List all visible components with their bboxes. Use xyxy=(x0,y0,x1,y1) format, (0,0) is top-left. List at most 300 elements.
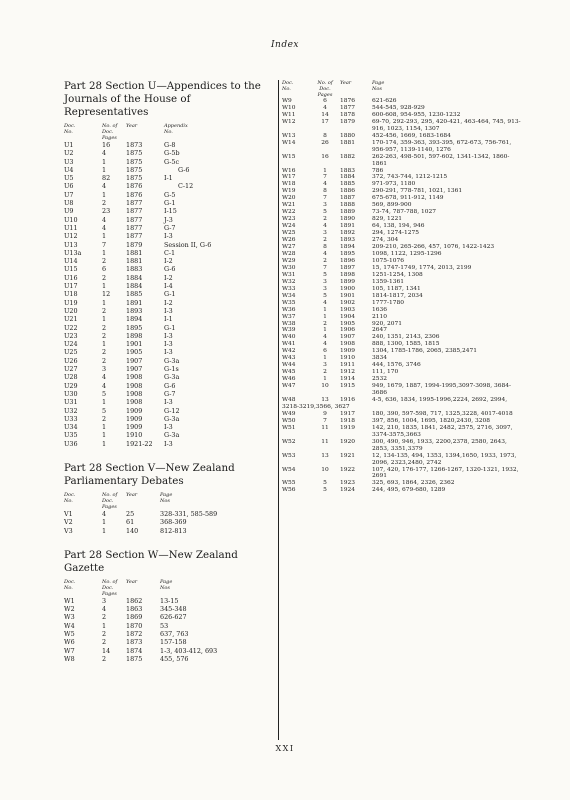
table-row xyxy=(64,149,270,157)
year: 1884 xyxy=(126,273,143,282)
page-nos: 105, 1187, 1341 xyxy=(372,285,421,292)
doc-pages: 11 xyxy=(321,424,329,431)
table-row xyxy=(64,638,270,646)
table-row xyxy=(282,216,522,223)
table-row xyxy=(282,307,522,314)
year: 1878 xyxy=(340,111,355,118)
year: 1877 xyxy=(126,207,143,216)
year: 1875 xyxy=(126,157,143,166)
doc-no: V1 xyxy=(64,509,73,518)
header-year: Year xyxy=(340,80,352,86)
page-nos: 3834 xyxy=(372,355,387,362)
year: 1909 xyxy=(340,348,355,355)
doc-pages: 7 xyxy=(323,174,327,181)
page-nos: 111, 170 xyxy=(372,369,399,376)
table-row xyxy=(64,191,270,199)
table-row xyxy=(282,112,522,119)
doc-pages: 13 xyxy=(321,452,329,459)
doc-no: W43 xyxy=(282,355,296,362)
appendix-no: G-3a xyxy=(164,356,180,365)
page-nos: 626-627 xyxy=(160,613,187,622)
doc-pages: 10 xyxy=(321,383,329,390)
doc-pages: 4 xyxy=(102,509,107,518)
doc-no: W50 xyxy=(282,417,296,424)
header-page-nos: Page Nos xyxy=(372,80,385,92)
header-year: Year xyxy=(126,123,138,129)
year: 1882 xyxy=(340,153,355,160)
doc-pages: 14 xyxy=(321,111,329,118)
page-nos: 1251-1254, 1308 xyxy=(372,271,423,278)
doc-pages: 82 xyxy=(102,174,111,183)
doc-no: W41 xyxy=(282,341,296,348)
doc-no: W33 xyxy=(282,285,296,292)
appendix-no: G-1 xyxy=(164,323,176,332)
page-nos: 73-74, 787-788, 1027 xyxy=(372,209,436,216)
table-row xyxy=(282,314,522,321)
doc-pages: 4 xyxy=(102,149,107,158)
appendix-no: I-3 xyxy=(164,439,173,448)
doc-pages: 1 xyxy=(102,232,107,241)
doc-no: W19 xyxy=(282,188,296,195)
doc-no: W36 xyxy=(282,306,296,313)
appendix-no: C-1 xyxy=(164,248,176,257)
section-u-header xyxy=(64,123,270,141)
doc-no: U32 xyxy=(64,406,78,415)
year: 1885 xyxy=(340,181,355,188)
header-page-nos: Page Nos xyxy=(160,491,173,504)
doc-no: U7 xyxy=(64,190,74,199)
year: 1891 xyxy=(340,223,355,230)
table-row xyxy=(64,257,270,265)
header-doc-no: Doc. No. xyxy=(64,123,76,135)
year: 1886 xyxy=(340,188,355,195)
page-nos: 4-5, 636, 1834, 1995-1996,2224, 2692, 2994, xyxy=(372,396,508,403)
doc-no: U3 xyxy=(64,157,74,166)
doc-no: W12 xyxy=(282,118,296,125)
page-nos: 637, 763 xyxy=(160,630,189,639)
doc-pages: 7 xyxy=(323,195,327,202)
table-row xyxy=(282,404,522,411)
section-v-title: Part 28 Section V—New Zealand Parliamentary Debates xyxy=(64,461,235,487)
appendix-no: G-3a xyxy=(164,414,180,423)
table-row xyxy=(282,418,522,425)
doc-no: U13 xyxy=(64,240,78,249)
appendix-no: G-8 xyxy=(164,141,176,149)
table-row xyxy=(282,487,522,494)
doc-no: U18 xyxy=(64,290,78,299)
doc-pages: 6 xyxy=(102,265,107,274)
page-nos: 2647 xyxy=(372,327,387,334)
year: 1870 xyxy=(126,621,143,630)
table-row xyxy=(282,480,522,487)
year: 1921-22 xyxy=(126,439,153,448)
doc-pages: 2 xyxy=(102,630,107,639)
doc-pages: 1 xyxy=(102,526,107,535)
year: 1875 xyxy=(126,165,143,174)
table-row xyxy=(64,207,270,215)
year: 1908 xyxy=(340,341,355,348)
doc-no: W55 xyxy=(282,480,296,487)
doc-no: V2 xyxy=(64,518,73,527)
doc-pages: 2 xyxy=(102,331,107,340)
appendix-no: I-3 xyxy=(164,340,173,349)
doc-no: W51 xyxy=(282,424,296,431)
table-row xyxy=(64,249,270,257)
table-row xyxy=(282,321,522,328)
page-nos: 2532 xyxy=(372,376,387,383)
doc-no: U6 xyxy=(64,182,74,191)
doc-pages: 4 xyxy=(323,223,327,230)
header-doc-no: Doc. No. xyxy=(64,491,76,504)
table-row xyxy=(282,300,522,307)
doc-pages: 2 xyxy=(323,257,327,264)
doc-pages: 1 xyxy=(102,157,107,166)
table-row xyxy=(64,423,270,431)
doc-no: W16 xyxy=(282,167,296,174)
doc-pages: 2 xyxy=(102,273,107,282)
appendix-no: I-1 xyxy=(164,174,173,183)
year: 1907 xyxy=(126,365,143,374)
table-row xyxy=(282,425,522,439)
table-row xyxy=(282,230,522,237)
appendix-no: I-3 xyxy=(164,232,173,241)
table-row xyxy=(282,293,522,300)
doc-no: U12 xyxy=(64,232,78,241)
table-row xyxy=(64,390,270,398)
table-row xyxy=(282,223,522,230)
doc-no: W17 xyxy=(282,174,296,181)
page-nos: 1098, 1122, 1295-1296 xyxy=(372,250,442,257)
year: 1884 xyxy=(126,282,143,291)
table-row xyxy=(64,647,270,655)
page-nos: 15, 1747-1749, 1774, 2013, 2199 xyxy=(372,264,472,271)
doc-no: U30 xyxy=(64,389,78,398)
doc-no: W8 xyxy=(64,654,75,663)
table-row xyxy=(64,348,270,356)
year: 1908 xyxy=(126,389,143,398)
year: 1881 xyxy=(126,248,143,257)
appendix-no: G-3a xyxy=(164,373,180,382)
doc-pages: 4 xyxy=(323,341,327,348)
doc-no: W28 xyxy=(282,250,296,257)
year: 1917 xyxy=(340,410,355,417)
year: 1890 xyxy=(340,216,355,223)
table-row xyxy=(64,440,270,448)
doc-no: U35 xyxy=(64,431,78,440)
table-row xyxy=(282,265,522,272)
doc-no: W2 xyxy=(64,605,75,614)
doc-pages: 4 xyxy=(323,334,327,341)
doc-no: W30 xyxy=(282,264,296,271)
appendix-no: G-1 xyxy=(164,290,176,299)
year: 1896 xyxy=(340,257,355,264)
table-row xyxy=(64,241,270,249)
doc-no: U27 xyxy=(64,365,78,374)
doc-no: W6 xyxy=(64,638,75,647)
doc-no: W25 xyxy=(282,230,296,237)
table-row xyxy=(64,324,270,332)
page-nos: 325, 693, 1864, 2326, 2362 xyxy=(372,480,455,487)
header-page-nos: Page Nos xyxy=(160,578,173,591)
right-table xyxy=(282,98,522,494)
appendix-no: I-15 xyxy=(164,207,177,216)
doc-no: V3 xyxy=(64,526,73,535)
year: 1863 xyxy=(126,605,143,614)
doc-no: W32 xyxy=(282,278,296,285)
year: 1894 xyxy=(126,315,143,324)
doc-no: U19 xyxy=(64,298,78,307)
table-row xyxy=(64,407,270,415)
doc-pages: 1 xyxy=(323,355,327,362)
appendix-no: I-3 xyxy=(164,331,173,340)
year: 1877 xyxy=(126,232,143,241)
page-nos: 569, 899-900 xyxy=(372,202,412,209)
doc-pages: 5 xyxy=(323,480,327,487)
doc-no: W40 xyxy=(282,334,296,341)
doc-pages: 12 xyxy=(102,290,111,299)
table-row xyxy=(64,232,270,240)
doc-pages: 4 xyxy=(102,223,107,232)
doc-pages: 8 xyxy=(323,132,327,139)
section-w-table xyxy=(64,597,270,663)
table-row xyxy=(282,355,522,362)
page-nos: 3218-3219,3566, 3627 xyxy=(282,403,350,410)
year: 1909 xyxy=(126,406,143,415)
table-row xyxy=(282,362,522,369)
table-row xyxy=(64,605,270,613)
doc-pages: 1 xyxy=(102,423,107,432)
doc-no: U16 xyxy=(64,273,78,282)
appendix-no: G-6 xyxy=(164,265,176,274)
year: 1923 xyxy=(340,480,355,487)
table-row xyxy=(64,527,270,535)
year: 1901 xyxy=(340,292,355,299)
table-row xyxy=(64,655,270,663)
doc-pages: 6 xyxy=(323,348,327,355)
doc-pages: 1 xyxy=(102,518,107,527)
year: 1919 xyxy=(340,424,355,431)
page-nos: 294, 1274-1275 xyxy=(372,230,419,237)
doc-pages: 3 xyxy=(102,596,107,605)
table-row xyxy=(282,327,522,334)
doc-no: U36 xyxy=(64,439,78,448)
table-row xyxy=(282,237,522,244)
year: 1875 xyxy=(126,174,143,183)
table-row xyxy=(64,141,270,149)
table-row xyxy=(282,188,522,195)
doc-pages: 2 xyxy=(102,356,107,365)
year: 1895 xyxy=(126,323,143,332)
page-nos: 142, 210, 1835, 1841, 2482, 2575, 2716, 3097, 3374-3575,3663 xyxy=(372,424,513,438)
page-nos: 786 xyxy=(372,167,384,174)
doc-pages: 1 xyxy=(102,190,107,199)
table-row xyxy=(64,340,270,348)
section-w-title: Part 28 Section W—New Zealand Gazette xyxy=(64,548,238,574)
doc-no: W3 xyxy=(64,613,75,622)
year: 1869 xyxy=(126,613,143,622)
doc-no: W54 xyxy=(282,466,296,473)
doc-pages: 2 xyxy=(102,323,107,332)
table-row xyxy=(282,397,522,404)
doc-no: U23 xyxy=(64,331,78,340)
year: 1912 xyxy=(340,369,355,376)
table-row xyxy=(282,258,522,265)
doc-no: W21 xyxy=(282,202,296,209)
year: 1883 xyxy=(340,167,355,174)
doc-pages: 8 xyxy=(323,244,327,251)
year: 1908 xyxy=(126,381,143,390)
year: 1924 xyxy=(340,487,355,494)
table-row xyxy=(64,166,270,174)
header-year: Year xyxy=(126,491,138,498)
table-row xyxy=(282,140,522,154)
doc-no: W53 xyxy=(282,452,296,459)
table-row xyxy=(282,105,522,112)
section-u-table xyxy=(64,141,270,448)
doc-no: U13a xyxy=(64,248,82,257)
doc-no: U10 xyxy=(64,215,78,224)
page-nos: 107, 420, 176-177, 1266-1267, 1320-1321, 1932, 2691 xyxy=(372,466,519,480)
doc-no: U31 xyxy=(64,398,78,407)
doc-pages: 2 xyxy=(102,638,107,647)
table-row xyxy=(64,373,270,381)
doc-no: U4 xyxy=(64,165,74,174)
page-nos: 209-210, 265-266, 457, 1076, 1422-1423 xyxy=(372,244,495,251)
year: 1876 xyxy=(340,98,355,104)
table-row xyxy=(282,453,522,467)
page-nos: 544-545, 928-929 xyxy=(372,104,425,111)
table-row xyxy=(282,348,522,355)
table-row xyxy=(282,181,522,188)
appendix-no: G-6 xyxy=(178,165,190,174)
doc-no: U8 xyxy=(64,199,74,208)
page-nos: 180, 390, 597-598, 717, 1325,3228, 4017-4018 xyxy=(372,410,513,417)
doc-pages: 1 xyxy=(323,376,327,383)
appendix-no: J-3 xyxy=(164,215,173,224)
doc-pages: 4 xyxy=(102,182,107,191)
doc-no: U20 xyxy=(64,306,78,315)
doc-pages: 23 xyxy=(102,207,111,216)
doc-no: W48 xyxy=(282,396,296,403)
doc-no: W13 xyxy=(282,132,296,139)
page-nos: 64, 138, 194, 946 xyxy=(372,223,425,230)
doc-pages: 6 xyxy=(323,98,327,104)
year: 1920 xyxy=(340,438,355,445)
doc-no: W5 xyxy=(64,630,75,639)
doc-no: W11 xyxy=(282,111,296,118)
doc-no: W29 xyxy=(282,257,296,264)
year: 1905 xyxy=(126,348,143,357)
table-row xyxy=(282,334,522,341)
doc-pages: 16 xyxy=(102,141,111,149)
doc-pages: 2 xyxy=(102,654,107,663)
doc-no: U11 xyxy=(64,223,78,232)
appendix-no: I-2 xyxy=(164,298,173,307)
table-row xyxy=(64,415,270,423)
table-row xyxy=(64,158,270,166)
year: 1921 xyxy=(340,452,355,459)
appendix-no: I-4 xyxy=(164,282,173,291)
doc-pages: 5 xyxy=(323,271,327,278)
doc-no: W47 xyxy=(282,383,296,390)
year: 1879 xyxy=(126,240,143,249)
doc-pages: 5 xyxy=(102,389,107,398)
doc-pages: 3 xyxy=(323,230,327,237)
table-row xyxy=(64,365,270,373)
doc-pages: 7 xyxy=(323,264,327,271)
page-nos: 397, 856, 1004, 1695, 1820,2430, 3208 xyxy=(372,417,491,424)
doc-no: W20 xyxy=(282,195,296,202)
doc-pages: 11 xyxy=(321,438,329,445)
appendix-no: I-2 xyxy=(164,257,173,266)
doc-pages: 1 xyxy=(102,315,107,324)
table-row xyxy=(282,244,522,251)
page-nos: 244, 495, 679-680, 1289 xyxy=(372,487,446,494)
appendix-no: I-3 xyxy=(164,423,173,432)
table-row xyxy=(282,133,522,140)
doc-pages: 4 xyxy=(323,250,327,257)
appendix-no: C-12 xyxy=(178,182,194,191)
doc-pages: 1 xyxy=(323,306,327,313)
doc-pages: 2 xyxy=(323,216,327,223)
doc-pages: 3 xyxy=(323,285,327,292)
year: 1903 xyxy=(340,306,355,313)
year: 1908 xyxy=(126,398,143,407)
year: 1904 xyxy=(340,313,355,320)
page-nos: 1636 xyxy=(372,306,387,313)
table-row xyxy=(64,182,270,190)
doc-pages: 9 xyxy=(323,410,327,417)
doc-pages: 26 xyxy=(321,139,329,146)
page-nos: 368-369 xyxy=(160,518,187,527)
doc-pages: 4 xyxy=(323,299,327,306)
appendix-no: G-5 xyxy=(164,190,176,199)
year: 1895 xyxy=(340,250,355,257)
doc-no: W24 xyxy=(282,223,296,230)
appendix-no: G-3a xyxy=(164,431,180,440)
right-table-header xyxy=(282,80,522,98)
doc-no: W56 xyxy=(282,487,296,494)
doc-no: U22 xyxy=(64,323,78,332)
doc-no: W10 xyxy=(282,104,296,111)
year: 1892 xyxy=(340,230,355,237)
header-doc-pages: No. of Doc. Pages xyxy=(102,578,118,597)
page-nos: 262-263, 498-501, 597-602, 1341-1342, 1860-1861 xyxy=(372,153,510,167)
table-row xyxy=(282,439,522,453)
year: 1898 xyxy=(126,331,143,340)
table-row xyxy=(64,622,270,630)
year: 1916 xyxy=(340,396,355,403)
doc-no: U33 xyxy=(64,414,78,423)
page-nos: 1814-1817, 2034 xyxy=(372,292,423,299)
year: 25 xyxy=(126,509,135,518)
header-year: Year xyxy=(126,578,138,585)
page-nos: 170-174, 359-363, 393-395, 672-673, 756-761, 956-957, 1139-1140, 1276 xyxy=(372,139,512,153)
doc-no: W38 xyxy=(282,320,296,327)
year: 1889 xyxy=(340,209,355,216)
doc-pages: 1 xyxy=(102,248,107,257)
page-nos: 888, 1300, 1585, 1815 xyxy=(372,341,440,348)
appendix-no: I-3 xyxy=(164,398,173,407)
page-nos: 13-15 xyxy=(160,596,179,605)
page-nos: 345-348 xyxy=(160,605,187,614)
page-nos: 290-291, 778-781, 1021, 1361 xyxy=(372,188,463,195)
section-w-header xyxy=(64,579,270,597)
doc-pages: 2 xyxy=(102,414,107,423)
section-v-header xyxy=(64,492,270,510)
doc-no: U5 xyxy=(64,174,74,183)
appendix-no: G-5b xyxy=(164,149,180,158)
